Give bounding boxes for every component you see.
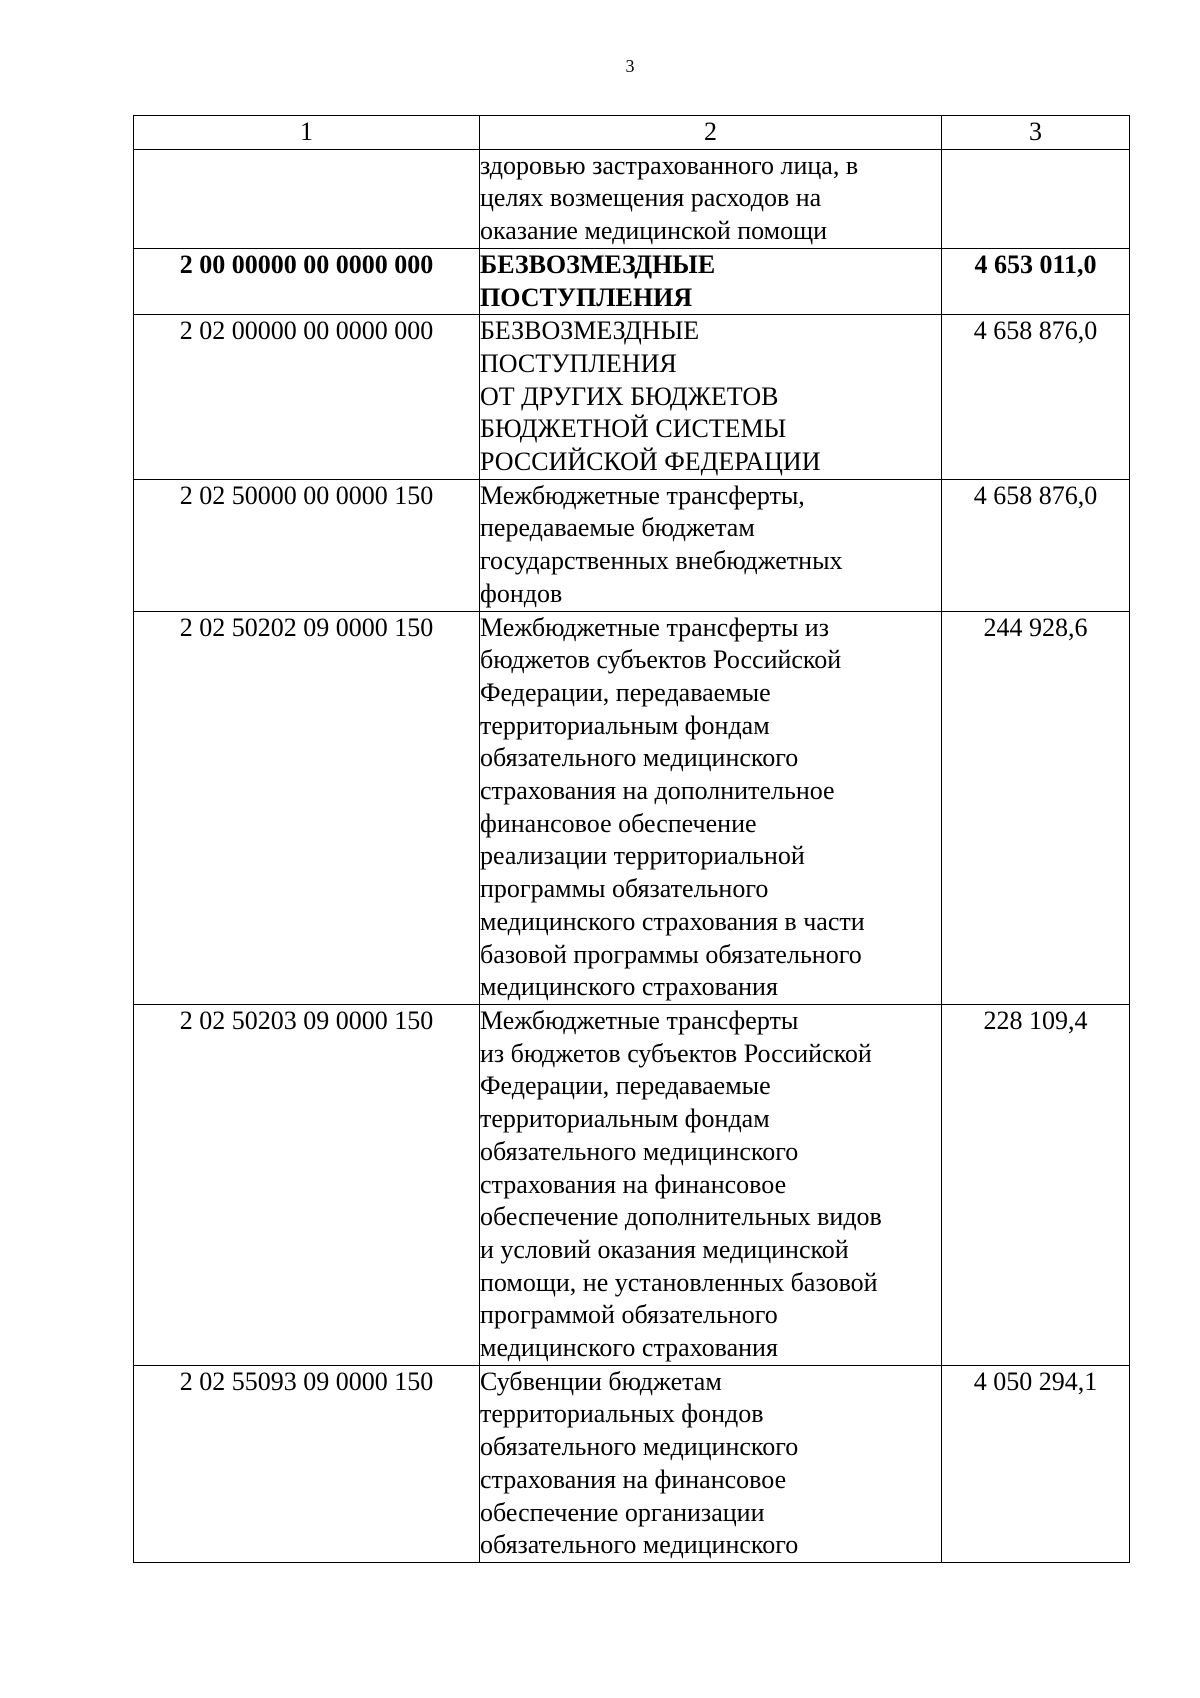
item-name-line: Межбюджетные трансферты	[480, 1005, 799, 1035]
item-name-line: передаваемые бюджетам	[480, 513, 755, 543]
item-name-line: реализации территориальной	[480, 841, 805, 871]
budget-code-cell	[134, 149, 480, 248]
budget-code-cell: 2 02 50202 09 0000 150	[134, 611, 480, 1004]
item-name-line: обеспечение организации	[480, 1497, 765, 1527]
budget-table	[133, 115, 1130, 1563]
table-body	[134, 149, 1130, 1562]
item-name-cell	[480, 248, 942, 314]
item-name-line: медицинского страхования в части	[480, 906, 865, 936]
amount-cell: 228 109,4	[942, 1004, 1130, 1365]
item-name-line: обязательного медицинского	[480, 743, 799, 773]
item-name-line: медицинского страхования	[480, 972, 778, 1002]
column-header-amount: 3	[942, 116, 1130, 150]
item-name-line: финансовое обеспечение	[480, 808, 757, 838]
item-name-line: Федерации, передаваемые	[480, 1071, 771, 1101]
item-name-line: медицинского страхования	[480, 1333, 778, 1363]
item-name-cell	[480, 1365, 942, 1562]
item-name-line: территориальным фондам	[480, 710, 770, 740]
amount-cell: 4 658 876,0	[942, 315, 1130, 480]
amount-cell: 4 653 011,0	[942, 248, 1130, 314]
item-name-cell	[480, 149, 942, 248]
item-name-line: Межбюджетные трансферты из	[480, 612, 829, 642]
item-name-line: оказание медицинской помощи	[480, 216, 828, 246]
item-name-line: бюджетов субъектов Российской	[480, 645, 842, 675]
item-name-line: страхования на финансовое	[480, 1464, 787, 1494]
item-name-line: целях возмещения расходов на	[480, 183, 822, 213]
table-row	[134, 1365, 1130, 1562]
budget-code-cell: 2 02 50203 09 0000 150	[134, 1004, 480, 1365]
item-name-line: территориальных фондов	[480, 1399, 764, 1429]
amount-cell: 4 658 876,0	[942, 479, 1130, 611]
item-name-line: страхования на финансовое	[480, 1169, 787, 1199]
item-name-line: обязательного медицинского	[480, 1432, 799, 1462]
table-row	[134, 149, 1130, 248]
item-name-line: обязательного медицинского	[480, 1530, 799, 1560]
budget-code-cell: 2 02 00000 00 0000 000	[134, 315, 480, 480]
table-header-row	[134, 116, 1130, 150]
item-name-line: БЕЗВОЗМЕЗДНЫЕ	[480, 316, 700, 346]
budget-code-cell: 2 00 00000 00 0000 000	[134, 248, 480, 314]
item-name-line: страхования на дополнительное	[480, 776, 835, 806]
item-name-line: помощи, не установленных базовой	[480, 1267, 878, 1297]
budget-code-cell: 2 02 50000 00 0000 150	[134, 479, 480, 611]
budget-code-cell: 2 02 55093 09 0000 150	[134, 1365, 480, 1562]
table-row	[134, 1004, 1130, 1365]
item-name-line: БЮДЖЕТНОЙ СИСТЕМЫ	[480, 414, 787, 444]
item-name-line: ПОСТУПЛЕНИЯ	[480, 348, 677, 378]
item-name-line: обеспечение дополнительных видов	[480, 1202, 882, 1232]
column-header-name: 2	[480, 116, 942, 150]
table-row	[134, 248, 1130, 314]
amount-cell	[942, 149, 1130, 248]
item-name-line: Межбюджетные трансферты,	[480, 480, 805, 510]
item-name-line: здоровью застрахованного лица, в	[480, 150, 859, 180]
item-name-line: территориальным фондам	[480, 1104, 770, 1134]
page-number: 3	[625, 56, 635, 76]
item-name-line: ПОСТУПЛЕНИЯ	[480, 282, 693, 312]
table-row	[134, 611, 1130, 1004]
item-name-line: из бюджетов субъектов Российской	[480, 1038, 872, 1068]
item-name-line: и условий оказания медицинской	[480, 1234, 849, 1264]
table-row	[134, 315, 1130, 480]
item-name-line: обязательного медицинского	[480, 1136, 799, 1166]
amount-cell: 4 050 294,1	[942, 1365, 1130, 1562]
item-name-line: базовой программы обязательного	[480, 939, 862, 969]
item-name-cell	[480, 1004, 942, 1365]
item-name-line: ОТ ДРУГИХ БЮДЖЕТОВ	[480, 381, 779, 411]
item-name-line: БЕЗВОЗМЕЗДНЫЕ	[480, 249, 716, 279]
item-name-line: программы обязательного	[480, 874, 769, 904]
item-name-cell	[480, 611, 942, 1004]
item-name-line: государственных внебюджетных	[480, 546, 843, 576]
column-header-code: 1	[134, 116, 480, 150]
item-name-line: Субвенции бюджетам	[480, 1366, 722, 1396]
item-name-cell	[480, 315, 942, 480]
item-name-line: программой обязательного	[480, 1300, 778, 1330]
item-name-line: фондов	[480, 578, 563, 608]
amount-cell: 244 928,6	[942, 611, 1130, 1004]
item-name-line: Федерации, передаваемые	[480, 677, 771, 707]
item-name-line: РОССИЙСКОЙ ФЕДЕРАЦИИ	[480, 447, 821, 477]
item-name-cell	[480, 479, 942, 611]
table-row	[134, 479, 1130, 611]
